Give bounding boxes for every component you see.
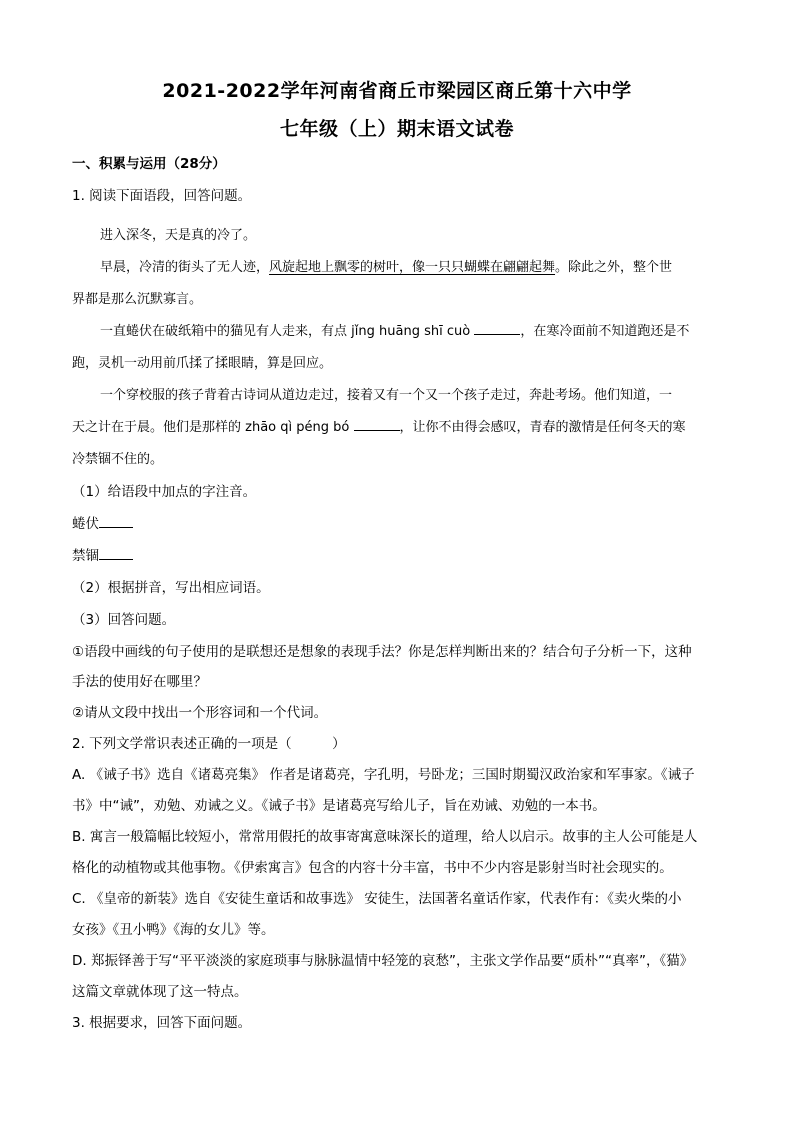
word-pronunciation-1 bbox=[72, 512, 722, 532]
passage-paragraph-3-cont: 跑，灵机一动用前爪揉了揉眼睛，算是回应。 bbox=[72, 356, 333, 371]
passage-paragraph-2 bbox=[100, 256, 722, 275]
sub-question-3-item-2: ②请从文段中找出一个形容词和一个代词。 bbox=[72, 705, 328, 721]
exam-title-line-1: 2021-2022学年河南省商丘市梁园区商丘第十六中学 bbox=[162, 80, 632, 102]
question-1-stem: 1. 阅读下面语段，回答问题。 bbox=[72, 188, 252, 204]
sub-question-3: （3）回答问题。 bbox=[72, 612, 176, 628]
passage-paragraph-4-cont bbox=[72, 416, 722, 435]
answer-blank[interactable] bbox=[474, 322, 520, 335]
passage-text: 早晨，冷清的街头了无人迹， bbox=[100, 260, 270, 275]
sub-question-3-item-1: ①语段中画线的句子使用的是联想还是想象的表现手法？你是怎样判断出来的？结合句子分析一下，这种 bbox=[72, 644, 692, 660]
passage-paragraph-3 bbox=[100, 320, 722, 339]
option-b-cont: 格化的动植物或其他事物。《伊索寓言》包含的内容十分丰富，书中不少内容是影射当时社会现实的。 bbox=[72, 860, 673, 876]
answer-blank[interactable] bbox=[354, 418, 400, 431]
answer-blank[interactable] bbox=[99, 515, 133, 528]
answer-blank[interactable] bbox=[99, 547, 133, 560]
question-2-stem: 2. 下列文学常识表述正确的一项是（ ） bbox=[72, 736, 346, 752]
question-3-stem: 3. 根据要求，回答下面问题。 bbox=[72, 1015, 252, 1031]
option-d-cont: 这篇文章就体现了这一特点。 bbox=[72, 984, 248, 1000]
option-d: D. 郑振铎善于写“平平淡淡的家庭琐事与脉脉温情中轻笼的哀愁”，主张文学作品要“质朴”“真率”，《猫》 bbox=[72, 953, 694, 969]
passage-text: 一直蜷伏在破纸箱中的猫见有人走来，有点 bbox=[100, 324, 348, 339]
option-c-cont: 女孩》《丑小鸭》《海的女儿》等。 bbox=[72, 922, 275, 938]
option-b: B. 寓言一般篇幅比较短小，常常用假托的故事寄寓意味深长的道理，给人以启示。故事的主人公可能是人 bbox=[72, 829, 698, 845]
word-pronunciation-2 bbox=[72, 544, 722, 564]
option-c: C. 《皇帝的新装》选自《安徒生童话和故事选》 安徒生，法国著名童话作家，代表作有：《卖火柴的小 bbox=[72, 891, 682, 907]
pinyin-prompt: zhāo qì péng bó bbox=[245, 420, 350, 435]
word-label: 蜷伏 bbox=[72, 516, 99, 532]
word-label: 禁锢 bbox=[72, 548, 99, 564]
passage-text: 天之计在于晨。他们是那样的 bbox=[72, 420, 242, 435]
option-a: A. 《诫子书》选自《诸葛亮集》 作者是诸葛亮，字孔明，号卧龙；三国时期蜀汉政治家和军事家。《诫子 bbox=[72, 767, 695, 783]
section-heading: 一、积累与运用（28分） bbox=[72, 156, 226, 172]
passage-paragraph-4-end: 冷禁锢不住的。 bbox=[72, 452, 164, 467]
passage-paragraph-1: 进入深冬，天是真的冷了。 bbox=[100, 228, 257, 243]
sub-question-1: （1）给语段中加点的字注音。 bbox=[72, 484, 257, 500]
exam-title-line-2: 七年级（上）期末语文试卷 bbox=[279, 118, 514, 140]
passage-paragraph-2-cont: 界都是那么沉默寡言。 bbox=[72, 292, 203, 307]
sub-question-2: （2）根据拼音，写出相应词语。 bbox=[72, 580, 270, 596]
passage-paragraph-4: 一个穿校服的孩子背着古诗词从道边走过，接着又有一个又一个孩子走过，奔赴考场。他们知道，一 bbox=[100, 388, 673, 403]
underlined-sentence: 风旋起地上飘零的树叶，像一只只蝴蝶在翩翩起舞 bbox=[269, 260, 556, 275]
sub-question-3-item-1-cont: 手法的使用好在哪里？ bbox=[72, 674, 207, 690]
option-a-cont: 书》中“诫”，劝勉、劝诫之义。《诫子书》是诸葛亮写给儿子，旨在劝诫、劝勉的一本书。 bbox=[72, 798, 606, 814]
passage-text: 。除此之外，整个世 bbox=[555, 260, 673, 275]
passage-text: ，让你不由得会感叹，青春的激情是任何冬天的寒 bbox=[399, 420, 686, 435]
pinyin-prompt: jǐng huāng shī cuò bbox=[351, 324, 471, 339]
passage-text: ，在寒冷面前不知道跑还是不 bbox=[520, 324, 690, 339]
